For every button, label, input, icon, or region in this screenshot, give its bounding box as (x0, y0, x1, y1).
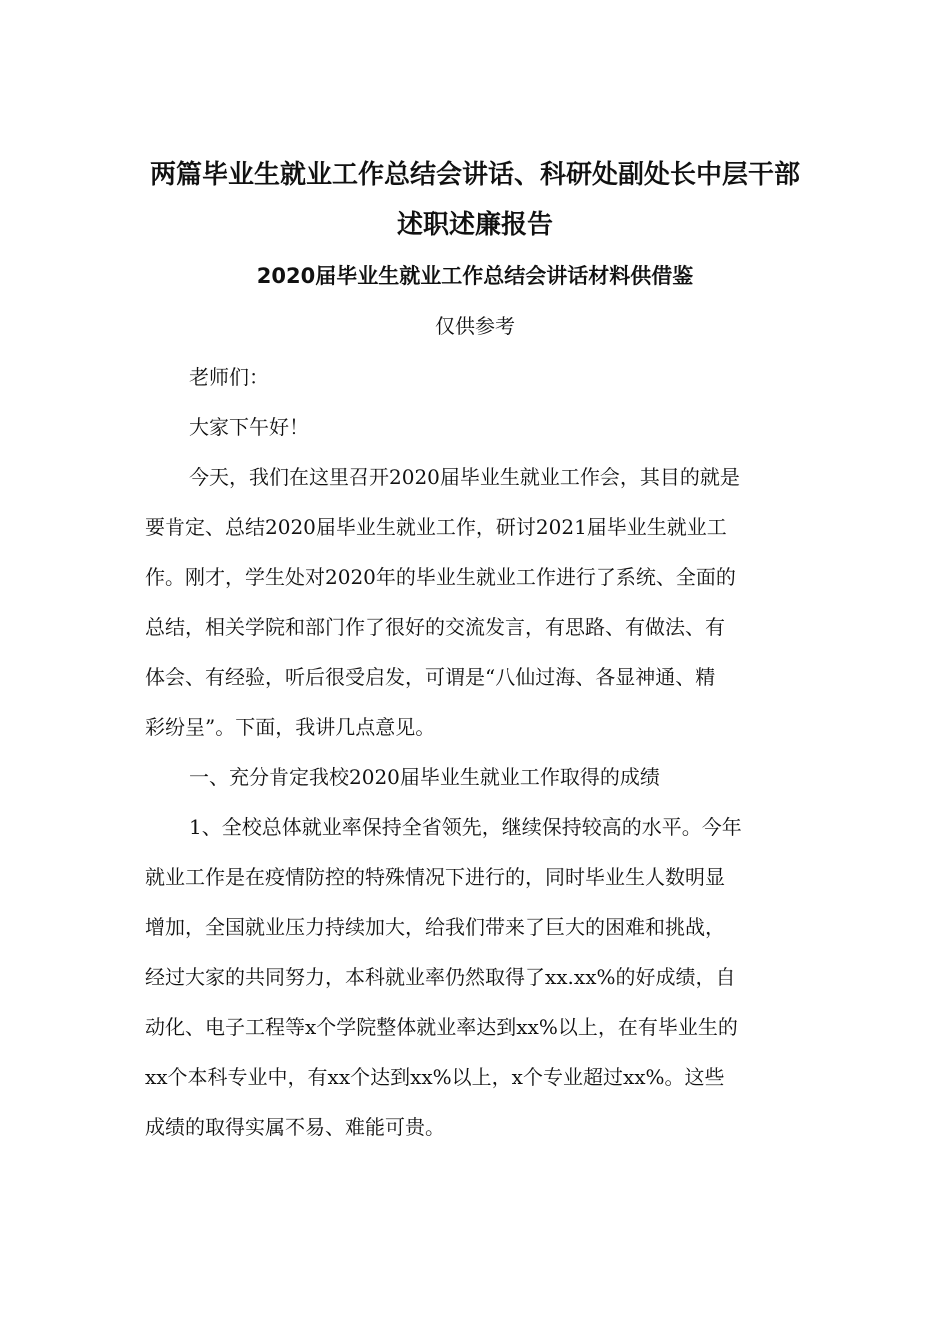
section-heading (145, 752, 810, 802)
paragraph-1-line: 体会、有经验，听后很受启发，可谓是“八仙过海、各显神通、精 (145, 665, 716, 689)
paragraph-1-line: 总结，相关学院和部门作了很好的交流发言，有思路、有做法、有 (145, 615, 725, 639)
greeting-to (145, 352, 810, 402)
paragraph-2-line: 动化、电子工程等x个学院整体就业率达到xx%以上，在有毕业生的 (145, 1015, 738, 1039)
document-title-line-1: 两篇毕业生就业工作总结会讲话、科研处副处长中层干部 (149, 160, 800, 190)
reference-note: 仅供参考 (435, 314, 515, 338)
paragraph-1-line: 要肯定、总结2020届毕业生就业工作，研讨2021届毕业生就业工 (145, 515, 727, 539)
paragraph-2-line: 经过大家的共同努力，本科就业率仍然取得了xx.xx%的好成绩，自 (145, 965, 736, 989)
document-subtitle: 2020届毕业生就业工作总结会讲话材料供借鉴 (256, 264, 694, 288)
paragraph-2-line: 1、全校总体就业率保持全省领先，继续保持较高的水平。今年 (189, 815, 742, 839)
paragraph-1-line: 彩纷呈”。下面，我讲几点意见。 (145, 715, 436, 739)
greeting (145, 402, 810, 452)
paragraph-2-line: 成绩的取得实属不易、难能可贵。 (145, 1115, 445, 1139)
section-heading-text: 一、充分肯定我校2020届毕业生就业工作取得的成绩 (189, 765, 660, 789)
greeting-to-text: 老师们： (189, 365, 269, 389)
paragraph-2-line: 就业工作是在疫情防控的特殊情况下进行的，同时毕业生人数明显 (145, 865, 725, 889)
paragraph-1-line: 今天，我们在这里召开2020届毕业生就业工作会，其目的就是 (189, 465, 740, 489)
paragraph-1-line: 作。刚才，学生处对2020年的毕业生就业工作进行了系统、全面的 (145, 565, 736, 589)
paragraph-1 (145, 452, 810, 752)
paragraph-2-line: xx个本科专业中，有xx个达到xx%以上，x个专业超过xx%。这些 (145, 1065, 725, 1089)
document-title-line-2: 述职述廉报告 (396, 210, 553, 240)
paragraph-2-line: 增加，全国就业压力持续加大，给我们带来了巨大的困难和挑战， (145, 915, 725, 939)
paragraph-2 (145, 802, 810, 1152)
greeting-text: 大家下午好！ (189, 415, 309, 439)
